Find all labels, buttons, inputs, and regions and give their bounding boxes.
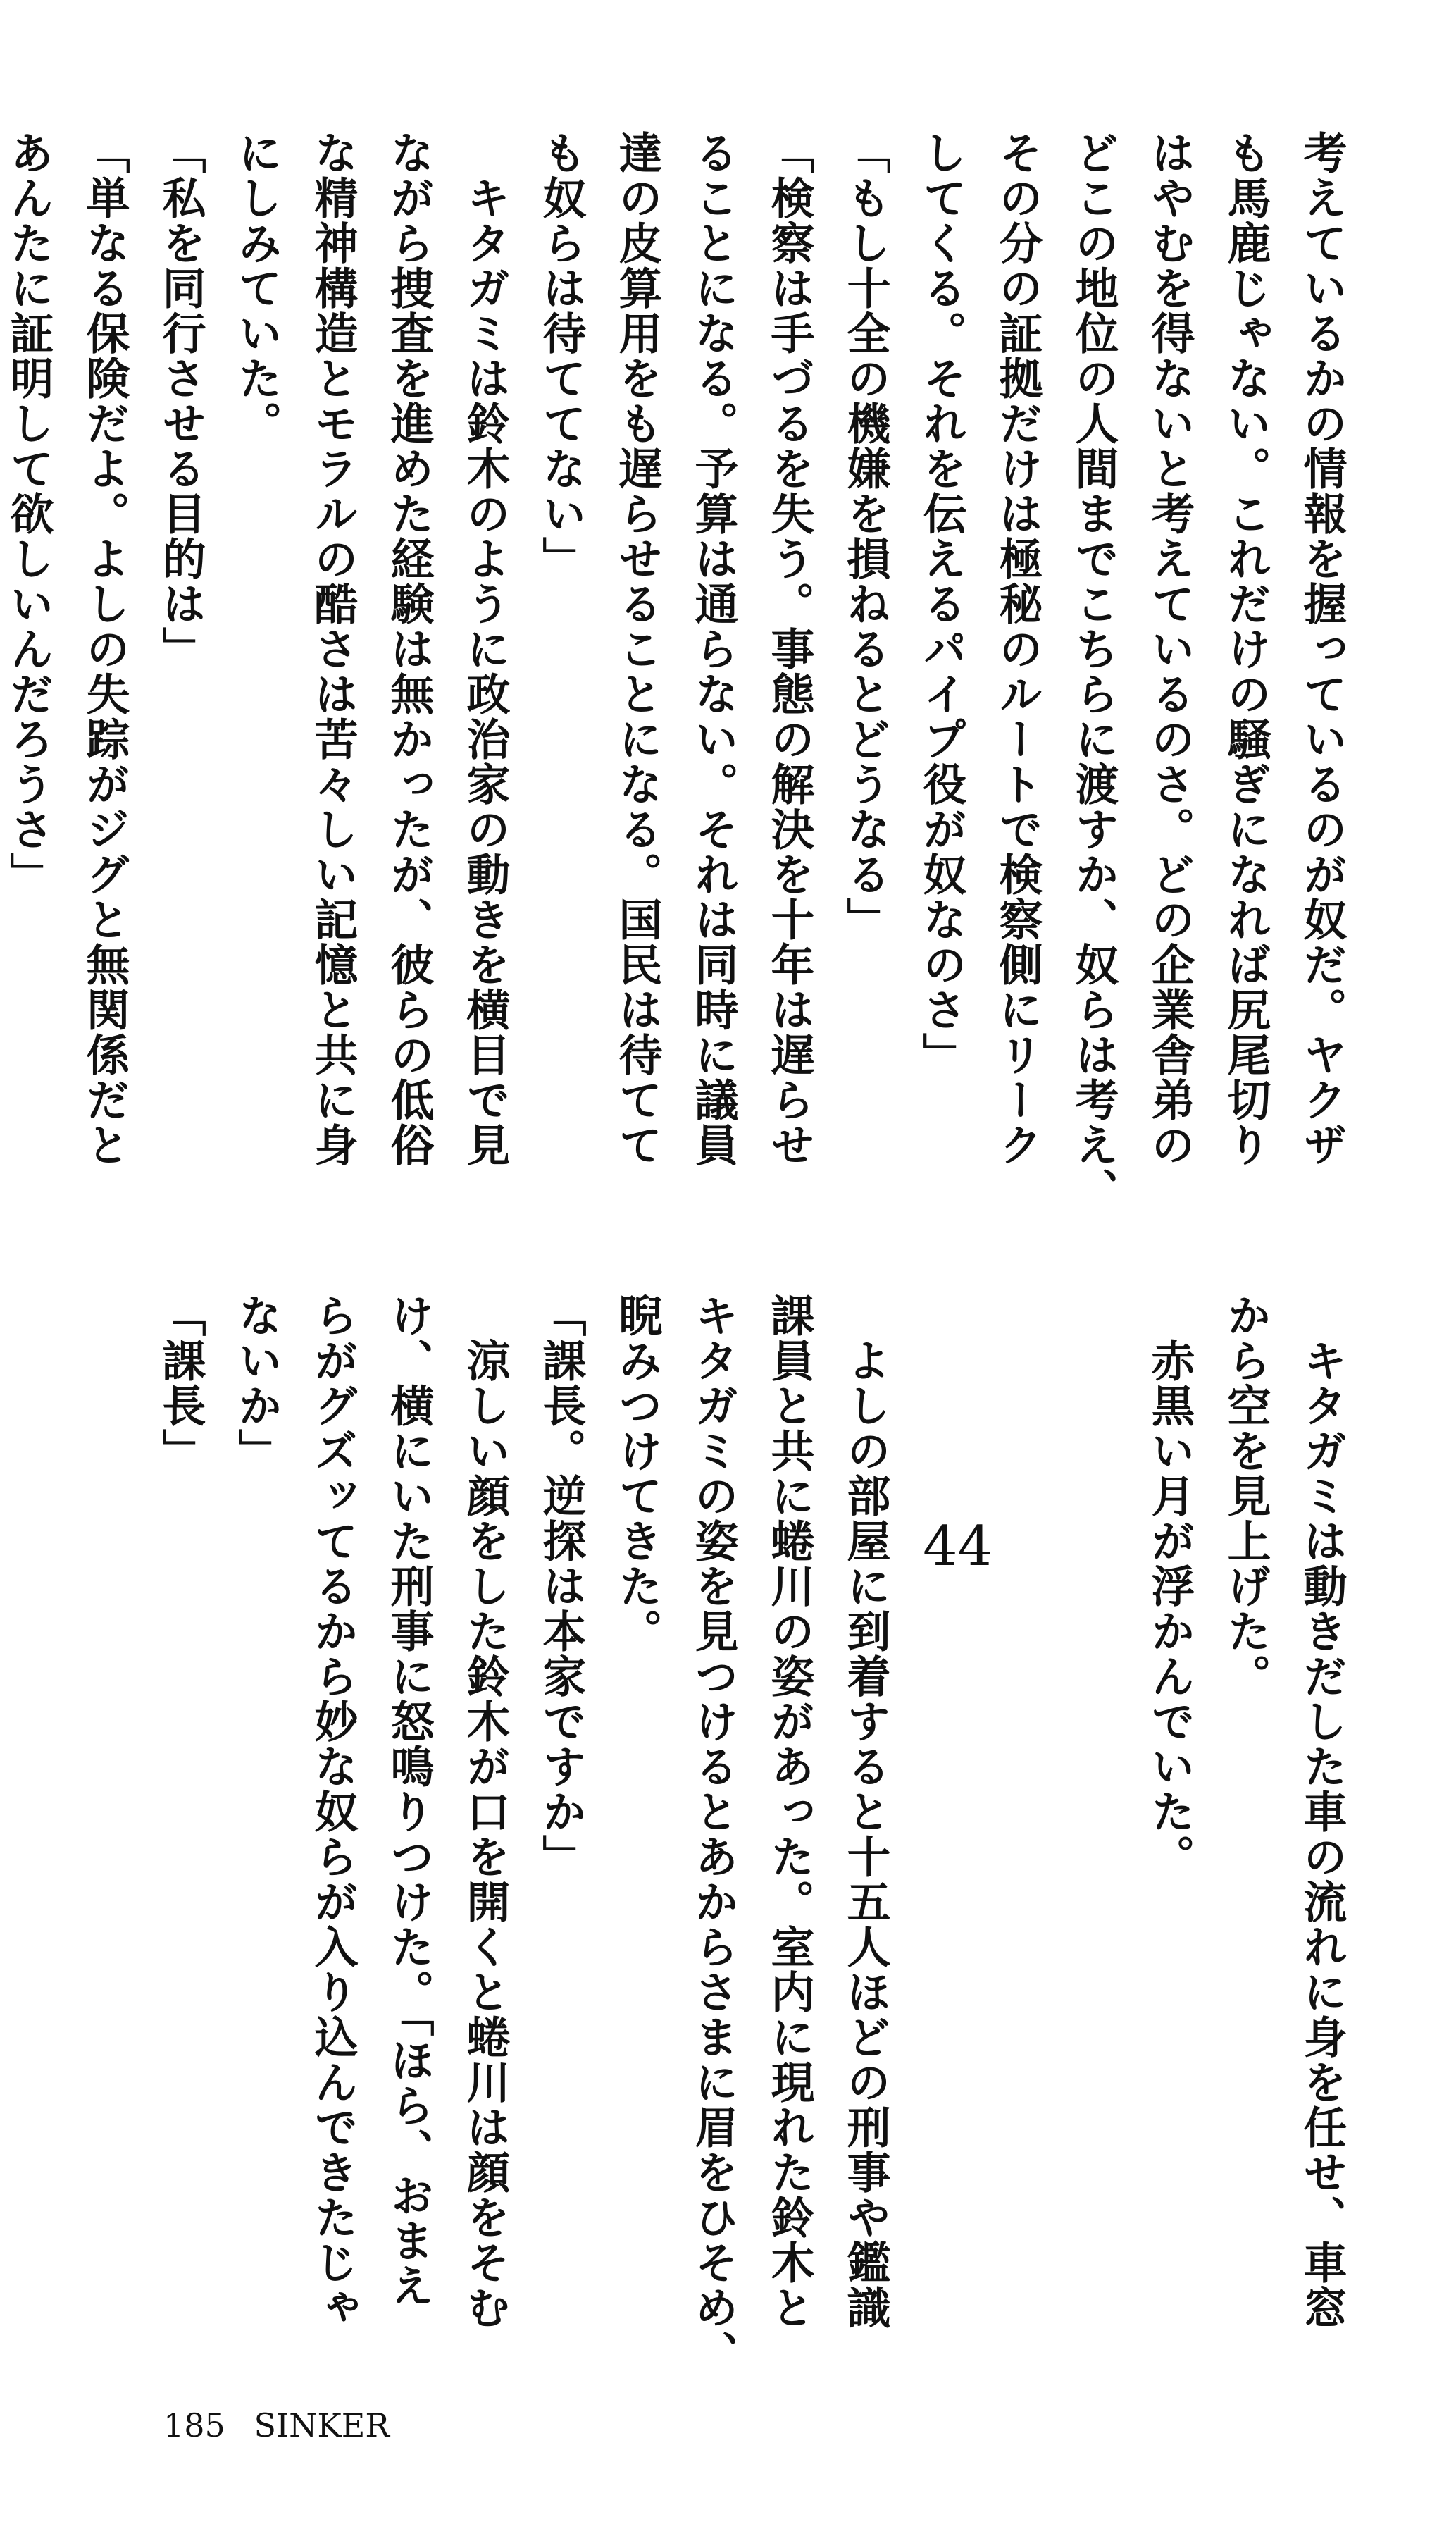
top-text-column: キタガミは鈴木のように政治家の動きを横目で見 [459, 130, 511, 1168]
bottom-text-column: キタガミは動きだした車の流れに身を任せ、車窓 [1296, 1293, 1348, 2330]
top-text-column: 「もし十全の機嫌を損ねるとどうなる」 [840, 130, 891, 942]
bottom-text-column: から空を見上げた。 [1220, 1293, 1271, 1699]
top-text-column: な精神構造とモラルの酷さは苦々しい記憶と共に身 [307, 130, 359, 1168]
top-text-column: ることになる。予算は通らない。それは同時に議員 [687, 130, 739, 1168]
bottom-text-column: け、横にいた刑事に怒鳴りつけた。「ほら、おまえ [383, 1293, 435, 2308]
bottom-text-column: 涼しい顔をした鈴木が口を開くと蜷川は顔をそむ [459, 1293, 511, 2330]
bottom-text-column: ないか」 [231, 1293, 282, 1473]
bottom-text-column: 睨みつけてきた。 [611, 1293, 663, 1654]
top-text-column: あんたに証明して欲しいんだろうさ」 [3, 130, 54, 897]
bottom-text-column: 「課長。逆探は本家ですか」 [535, 1293, 587, 1879]
top-text-column: どこの地位の人間までこちらに渡すか、奴らは考え、 [1068, 130, 1119, 1213]
top-text-column: も奴らは待ててない」 [535, 130, 587, 581]
page-number: 185 [163, 2406, 225, 2444]
chapter-number: 44 [923, 1515, 993, 1578]
top-text-column: その分の証拠だけは極秘のルートで検察側にリーク [992, 130, 1043, 1168]
top-text-column: にしみていた。 [231, 130, 282, 446]
top-text-column: 達の皮算用をも遅らせることになる。国民は待てて [611, 130, 663, 1168]
bottom-text-column: 赤黒い月が浮かんでいた。 [1144, 1293, 1195, 1879]
top-text-column: も馬鹿じゃない。これだけの騒ぎになれば尻尾切り [1220, 130, 1271, 1168]
page-footer [163, 2406, 390, 2444]
top-text-column: ながら捜査を進めた経験は無かったが、彼らの低俗 [383, 130, 435, 1168]
top-text-column: 「単なる保険だよ。よしの失踪がジグと無関係だと [79, 130, 130, 1168]
bottom-text-column: らがグズッてるから妙な奴らが入り込んできたじゃ [307, 1293, 359, 2330]
bottom-text-column: 「課長」 [155, 1293, 206, 1473]
bottom-text-column: よしの部屋に到着すると十五人ほどの刑事や鑑識 [840, 1293, 891, 2330]
running-title: SINKER [254, 2406, 390, 2444]
bottom-text-column: 課員と共に蜷川の姿があった。室内に現れた鈴木と [764, 1293, 815, 2330]
top-text-column: 「私を同行させる目的は」 [155, 130, 206, 672]
top-text-column: 考えているかの情報を握っているのが奴だ。ヤクザ [1296, 130, 1348, 1168]
top-text-column: はやむを得ないと考えているのさ。どの企業舎弟の [1144, 130, 1195, 1168]
bottom-text-column: キタガミの姿を見つけるとあからさまに眉をひそめ、 [687, 1293, 739, 2375]
top-text-column: してくる。それを伝えるパイプ役が奴なのさ」 [916, 130, 967, 1077]
top-text-column: 「検察は手づるを失う。事態の解決を十年は遅らせ [764, 130, 815, 1168]
